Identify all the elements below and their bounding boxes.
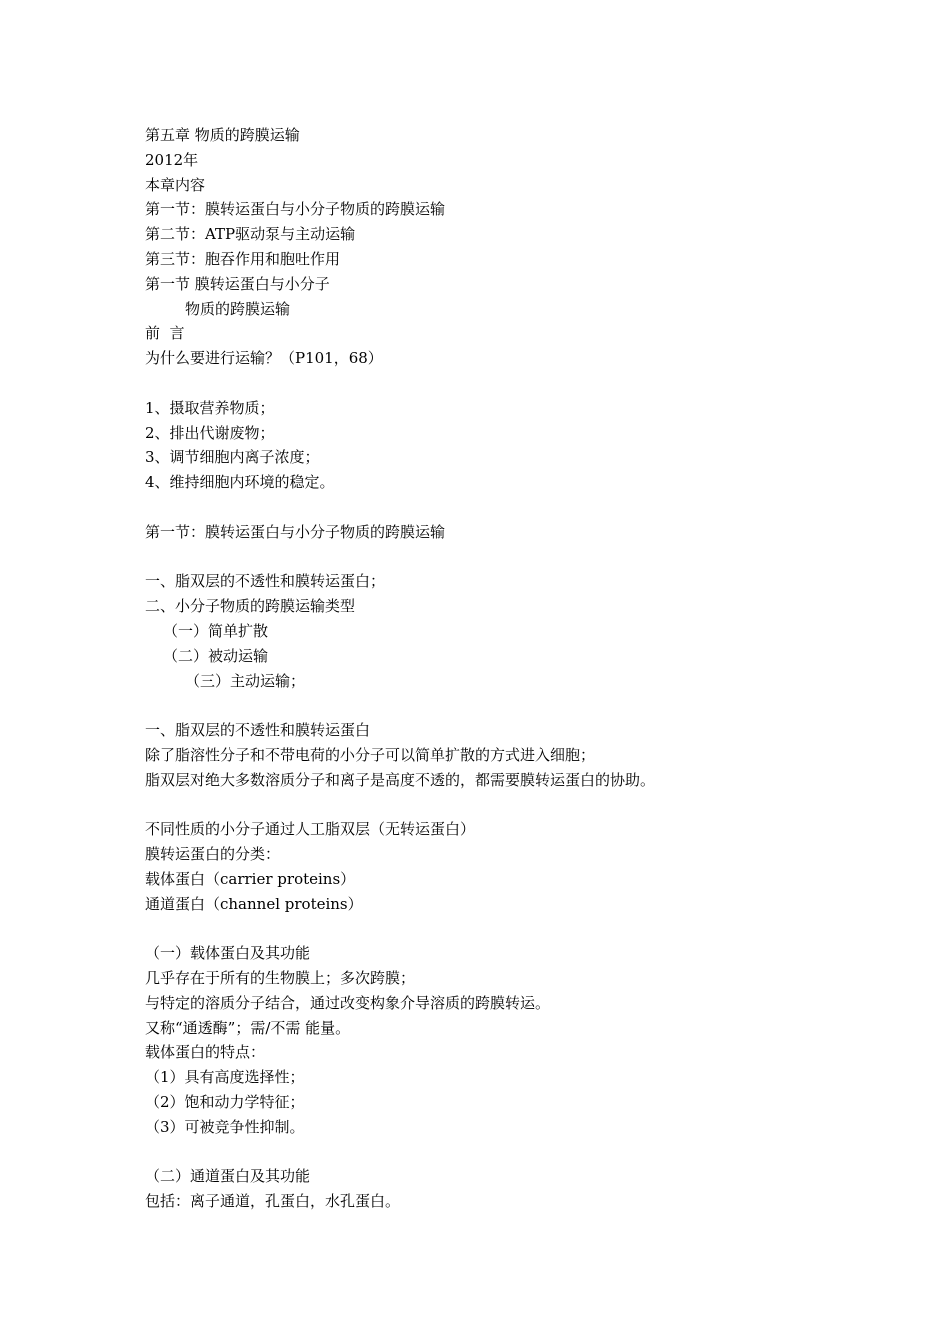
paragraph-line: 不同性质的小分子通过人工脂双层（无转运蛋白） — [145, 820, 476, 839]
question-line: 为什么要进行运输？（P101，68） — [145, 349, 383, 368]
blank-line — [145, 371, 845, 396]
outline-item: 二、小分子物质的跨膜运输类型 — [145, 597, 356, 616]
blank-line — [145, 545, 845, 570]
blank-line — [145, 693, 845, 718]
outline-subitem: （三）主动运输； — [185, 671, 306, 690]
paragraph-line: 除了脂溶性分子和不带电荷的小分子可以简单扩散的方式进入细胞； — [145, 745, 596, 764]
year-line: 2012年 — [145, 150, 199, 169]
paragraph-line: 几乎存在于所有的生物膜上；多次跨膜； — [145, 969, 416, 988]
blank-line — [145, 917, 845, 942]
outline-item: 一、脂双层的不透性和膜转运蛋白； — [145, 572, 386, 591]
outline-subitem: （二）被动运输 — [163, 646, 269, 665]
list-item: （1）具有高度选择性； — [145, 1068, 305, 1087]
outline-subitem: （一）简单扩散 — [163, 621, 269, 640]
list-item: （3）可被竞争性抑制。 — [145, 1117, 305, 1136]
paragraph-line: 载体蛋白的特点： — [145, 1043, 266, 1062]
paragraph-line: 膜转运蛋白的分类： — [145, 845, 281, 864]
contents-item-1: 第一节：膜转运蛋白与小分子物质的跨膜运输 — [145, 200, 446, 219]
section-heading: 第一节：膜转运蛋白与小分子物质的跨膜运输 — [145, 522, 446, 541]
blank-line — [145, 793, 845, 818]
paragraph-line: 包括：离子通道，孔蛋白，水孔蛋白。 — [145, 1192, 401, 1211]
section-title-continued: 物质的跨膜运输 — [185, 299, 291, 318]
list-item: 4、维持细胞内环境的稳定。 — [145, 473, 335, 492]
paragraph-line: 与特定的溶质分子结合，通过改变构象介导溶质的跨膜转运。 — [145, 993, 551, 1012]
preface-heading: 前 言 — [145, 324, 185, 343]
contents-item-2: 第二节：ATP驱动泵与主动运输 — [145, 225, 356, 244]
subsection-heading: （一）载体蛋白及其功能 — [145, 944, 311, 963]
paragraph-line: 又称“通透酶”；需/不需 能量。 — [145, 1018, 351, 1037]
chapter-title: 第五章 物质的跨膜运输 — [145, 126, 300, 144]
section-title: 第一节 膜转运蛋白与小分子 — [145, 274, 330, 293]
list-item: 3、调节细胞内离子浓度； — [145, 448, 320, 467]
list-item: 2、排出代谢废物； — [145, 423, 275, 442]
list-item: 通道蛋白（channel proteins） — [145, 894, 363, 913]
paragraph-line: 脂双层对绝大多数溶质分子和离子是高度不透的，都需要膜转运蛋白的协助。 — [145, 770, 656, 789]
blank-line — [145, 495, 845, 520]
document-body — [145, 123, 845, 1214]
blank-line — [145, 1140, 845, 1165]
contents-heading: 本章内容 — [145, 175, 206, 194]
contents-item-3: 第三节：胞吞作用和胞吐作用 — [145, 249, 341, 268]
list-item: 1、摄取营养物质； — [145, 398, 275, 417]
subsection-heading: （二）通道蛋白及其功能 — [145, 1167, 311, 1186]
list-item: 载体蛋白（carrier proteins） — [145, 869, 356, 888]
list-item: （2）饱和动力学特征； — [145, 1093, 305, 1112]
subsection-heading: 一、脂双层的不透性和膜转运蛋白 — [145, 721, 371, 740]
